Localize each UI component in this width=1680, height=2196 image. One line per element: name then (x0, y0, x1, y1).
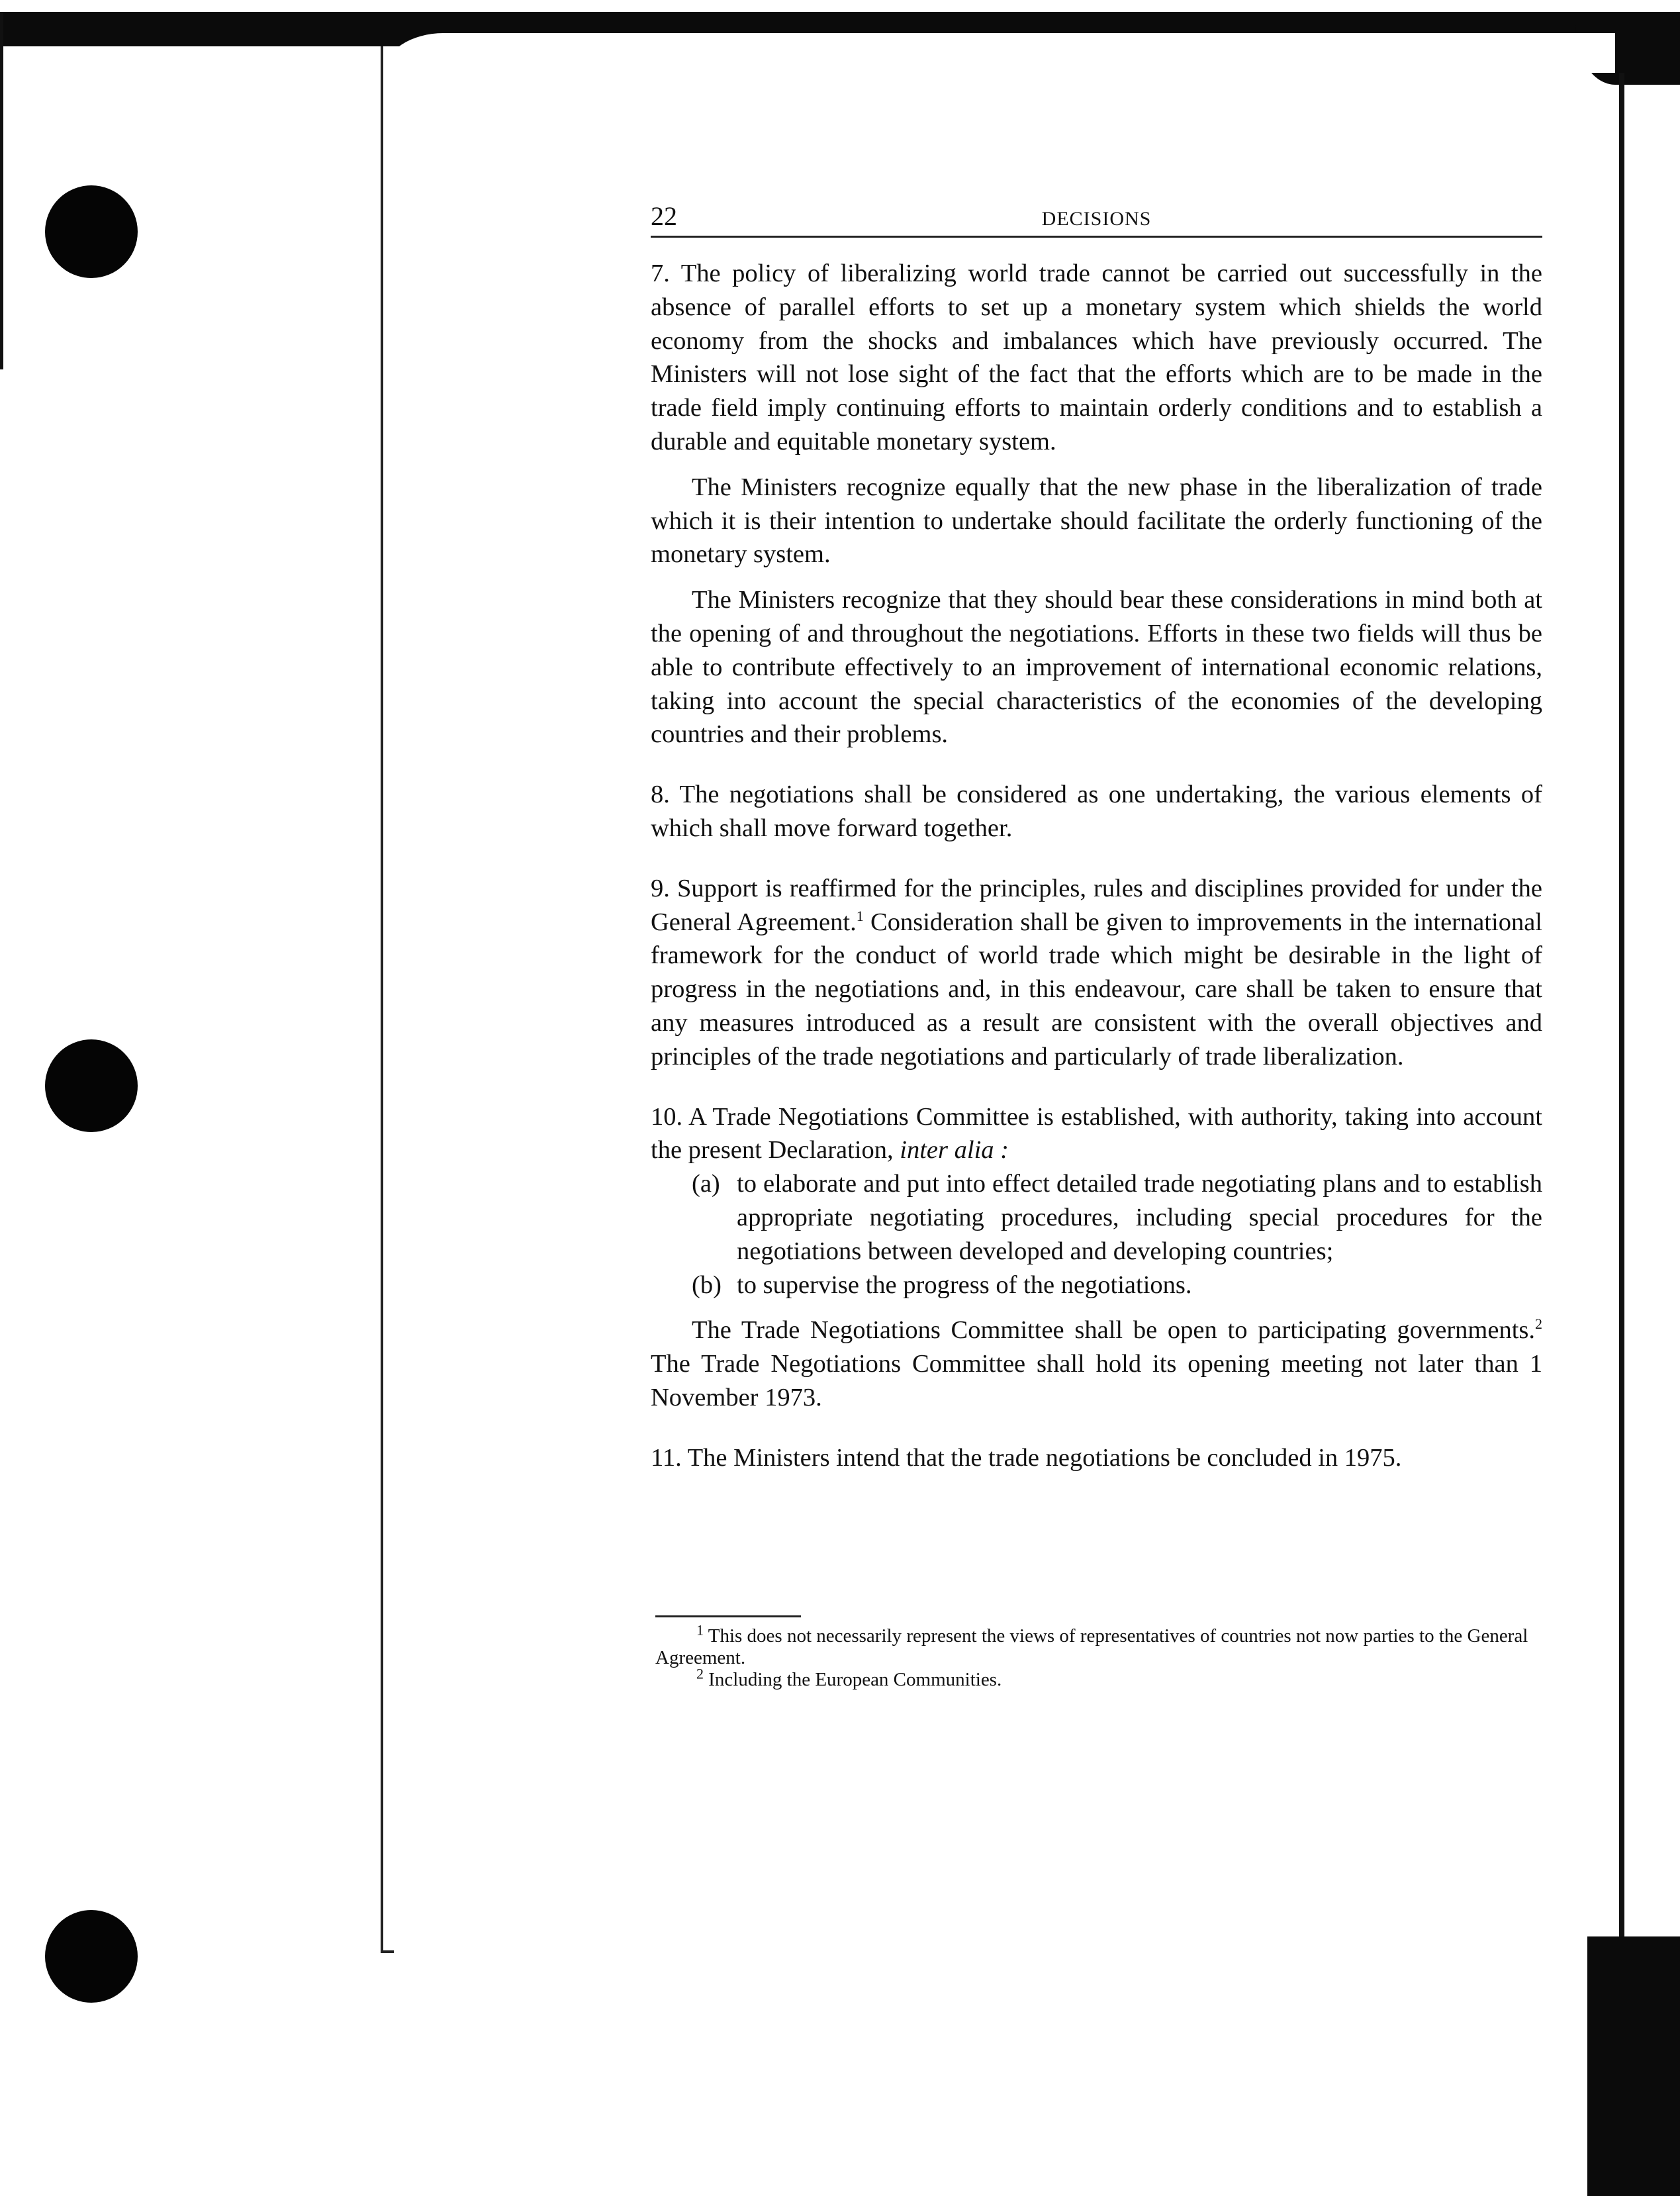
paragraph-11: 11. The Ministers intend that the trade negotiations be concluded in 1975. (651, 1443, 1402, 1472)
footnote-divider (655, 1615, 801, 1617)
list-item-b (651, 1268, 1542, 1302)
footnote-1-marker: 1 (696, 1621, 704, 1639)
footnote-2-marker: 2 (696, 1665, 704, 1682)
paragraph-9-text-cont: Consideration shall be given to improvements in the international framework for the conduct of world trade which might be desirable in the light of progress in the negotiations and, in this endeavour, care shall be taken to ensure that any measures introduced as a result are consistent with the overall objectives and principles of the trade negotiations and particularly of trade liberalization. (651, 908, 1542, 1071)
page-number: 22 (651, 201, 677, 231)
footnote-ref-2: 2 (1535, 1315, 1542, 1333)
scan-left-edge (0, 12, 3, 369)
paragraph-9 (651, 872, 1542, 1074)
punch-hole-top (45, 185, 138, 278)
list-marker-a: (a) (692, 1170, 720, 1198)
page-left-edge (381, 46, 383, 1953)
footnote-2 (655, 1665, 1542, 1691)
page-right-edge (1619, 73, 1624, 1980)
paragraph-10-continued (651, 1313, 1542, 1414)
paragraph-10-text: 10. A Trade Negotiations Committee is established, with authority, taking into account the present Declaration, (651, 1102, 1542, 1165)
paragraph-10 (651, 1100, 1542, 1168)
punch-hole-middle (45, 1039, 138, 1132)
paragraph-9-text: 9. Support is reaffirmed for the principles, rules and disciplines provided for under the General Agreement. (651, 874, 1542, 936)
footnote-2-text: Including the European Communities. (704, 1669, 1002, 1690)
paragraph-10-2-text-cont: The Trade Negotiations Committee shall hold its opening meeting not later than 1 November 1973. (651, 1350, 1542, 1411)
page-bottom-corner (381, 1950, 394, 1953)
footnote-1 (655, 1621, 1542, 1669)
footnotes (655, 1621, 1542, 1691)
body-text (651, 257, 1542, 1475)
running-head: DECISIONS (1041, 208, 1152, 230)
paragraph-7-final: The Ministers recognize that they should bear these considerations in mind both at the opening of and throughout the negotiations. Efforts in these two fields will thus be able to contribute effectively to an improvement of international economic relations, taking into account the special characteristics of the economies of the developing countries and their problems. (651, 586, 1542, 749)
footnote-ref-1: 1 (856, 907, 864, 924)
paragraph-7: 7. The policy of liberalizing world trade cannot be carried out successfully in the absence of parallel efforts to set up a monetary system which shields the world economy from the shocks and imbalances which have previously occurred. The Ministers will not lose sight of the fact that the efforts which are to be made in the trade field imply continuing efforts to maintain orderly conditions and to establish a durable and equitable monetary system. (651, 260, 1542, 455)
paragraph-7-continued: The Ministers recognize equally that the new phase in the liberalization of trade which it is their intention to undertake should facilitate the orderly functioning of the monetary system. (651, 473, 1542, 569)
list-item-b-text: to supervise the progress of the negotiations. (737, 1270, 1192, 1299)
list-marker-b: (b) (692, 1270, 722, 1299)
footnote-1-text: This does not necessarily represent the views of representatives of countries not now parties to the General Agreement. (655, 1625, 1528, 1668)
list-item-a-text: to elaborate and put into effect detailed trade negotiating plans and to establish appropriate negotiating procedures, including special procedures for the negotiations between developed and developing countries; (737, 1170, 1542, 1265)
scan-bottom-right-shadow (1587, 1936, 1680, 2196)
paragraph-10-2-text: The Trade Negotiations Committee shall be open to participating governments. (692, 1316, 1535, 1345)
paragraph-8: 8. The negotiations shall be considered as one undertaking, the various elements of which shall move forward together. (651, 781, 1542, 842)
punch-hole-bottom (45, 1910, 138, 2003)
page-top-edge (384, 33, 1615, 73)
paragraph-10-italic: inter alia : (900, 1136, 1009, 1165)
page-header (651, 199, 1542, 238)
list-item-a (651, 1167, 1542, 1268)
